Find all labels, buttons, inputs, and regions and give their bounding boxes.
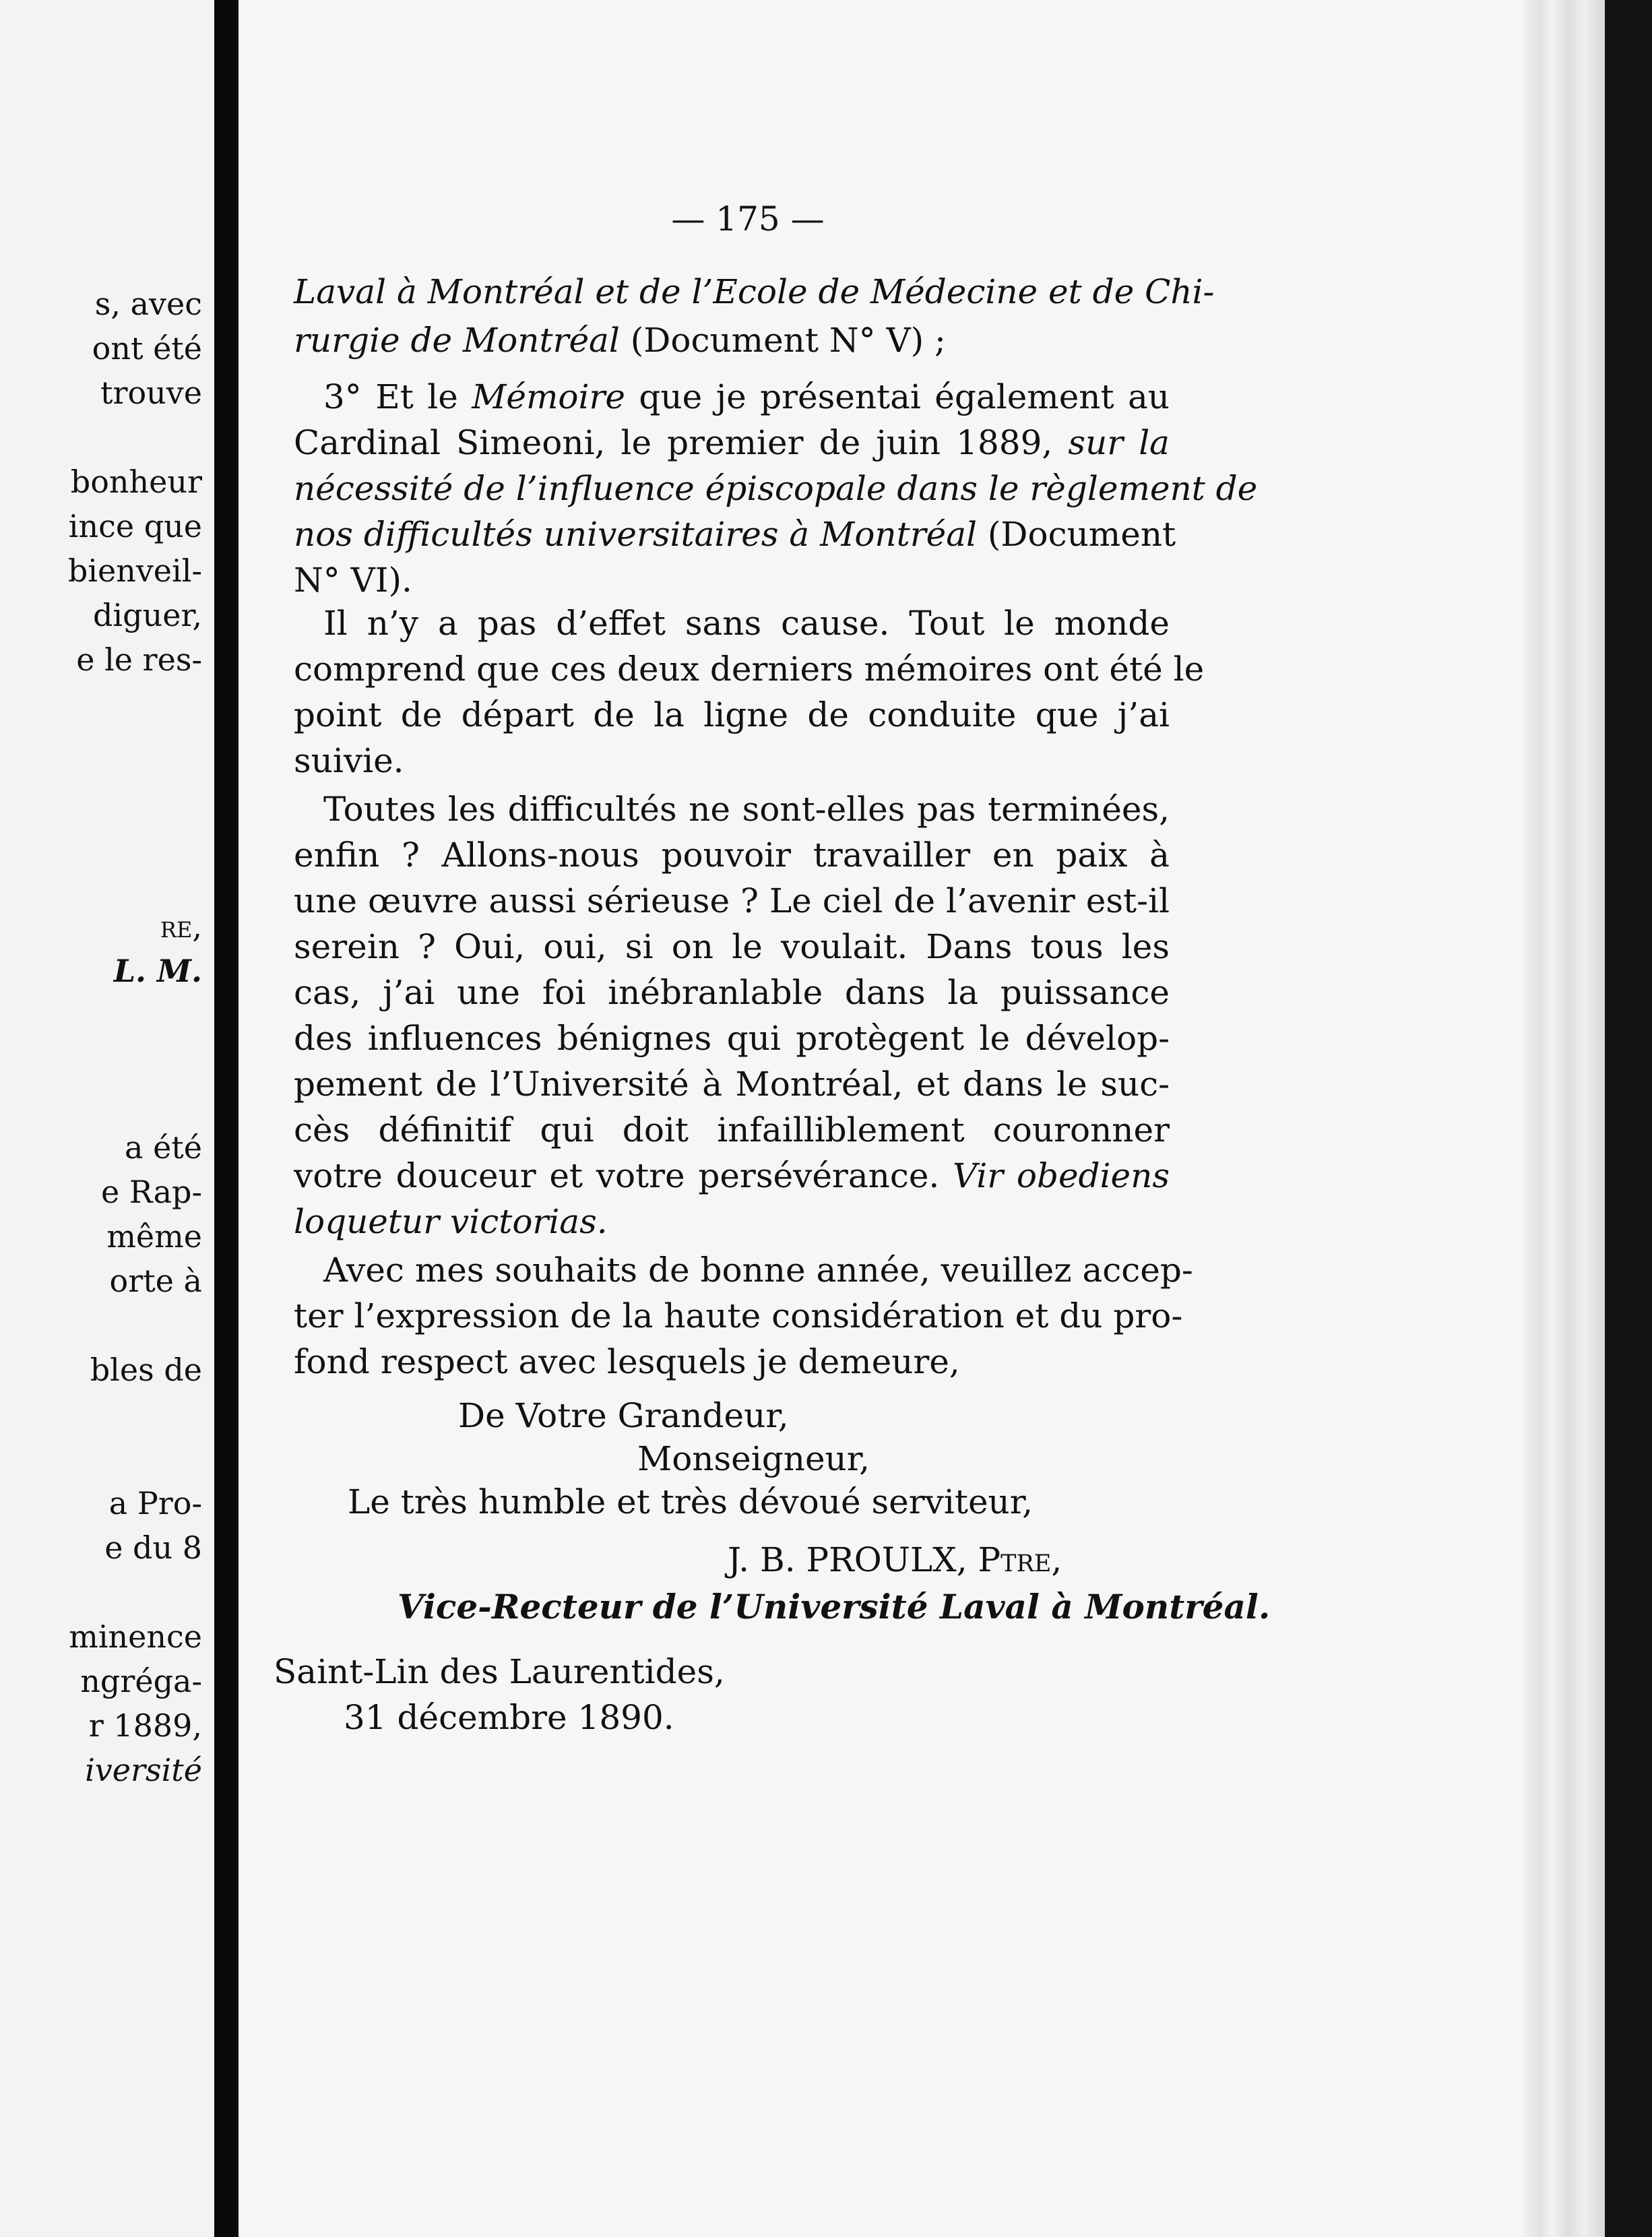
text-line: serein ? Oui, oui, si on le voulait. Dans tous les — [294, 927, 1170, 966]
left-page-line: e le res- — [76, 641, 202, 678]
left-page-line: ngréga- — [80, 1663, 202, 1699]
text-line: comprend que ces deux derniers mémoires ont été le — [294, 650, 1205, 689]
text-line — [294, 1202, 1170, 1241]
left-page-line: a Pro- — [108, 1485, 202, 1521]
text-line — [294, 515, 1176, 554]
italic-text: rurgie de Montréal — [294, 321, 620, 360]
left-page-line: ont été — [92, 330, 202, 367]
signature-role: Vice-Recteur de l’Université Laval à Montréal. — [398, 1587, 1271, 1627]
text-span: Cardinal Simeoni, le premier de juin 1889, — [294, 423, 1069, 462]
signature-line — [728, 1540, 1062, 1579]
outer-margin — [1605, 0, 1652, 2237]
text-line: Il n’y a pas d’effet sans cause. Tout le monde — [323, 604, 1170, 643]
text-line: des influences bénignes qui protègent le dévelop- — [294, 1019, 1170, 1058]
text-line — [294, 272, 1215, 311]
text-line — [323, 377, 1170, 416]
text-line — [294, 321, 1170, 360]
italic-text: sur la — [1068, 423, 1170, 462]
salutation-line: Monseigneur, — [637, 1439, 870, 1478]
italic-text: nos difficultés universitaires à Montréal — [294, 515, 978, 554]
left-page-line: r 1889, — [88, 1707, 202, 1744]
text-line: cès définitif qui doit infailliblement couronner — [294, 1110, 1170, 1149]
left-page-line: bienveil- — [67, 553, 202, 589]
text-line: une œuvre aussi sérieuse ? Le ciel de l’avenir est-il — [294, 881, 1170, 920]
left-page-line: s, avec — [94, 286, 202, 322]
salutation-line: Le très humble et très dévoué serviteur, — [348, 1482, 1034, 1521]
left-page-line: même — [106, 1218, 202, 1255]
page-edge — [1524, 0, 1605, 2237]
left-page-line: minence — [69, 1618, 202, 1655]
text-line — [294, 1156, 1170, 1195]
text-line: enfin ? Allons-nous pouvoir travailler en paix à — [294, 836, 1170, 875]
italic-text: Vir obediens — [953, 1156, 1170, 1195]
left-page-line: orte à — [109, 1263, 202, 1299]
signature-name: J. B. PROULX, — [728, 1540, 967, 1579]
text-line: suivie. — [294, 741, 404, 780]
salutation-line: De Votre Grandeur, — [458, 1396, 789, 1435]
left-page-line: re, — [160, 908, 202, 945]
left-page-line: e Rap- — [101, 1174, 202, 1210]
left-page-line: L. M. — [113, 953, 202, 989]
left-page-line: iversité — [85, 1752, 202, 1788]
text-line: point de départ de la ligne de conduite que j’ai — [294, 695, 1170, 734]
text-line: N° VI). — [294, 561, 412, 600]
book-gutter — [214, 0, 239, 2237]
text-span: que je présentai également au — [625, 377, 1170, 416]
text-span: (Document — [977, 515, 1176, 554]
italic-text: Mémoire — [472, 377, 625, 416]
left-page-line: e du 8 — [104, 1530, 202, 1566]
signature-title: Ptre, — [967, 1540, 1062, 1579]
italic-text: Laval à Montréal et de l’Ecole de Médecine et de Chi- — [294, 272, 1215, 311]
left-page-line: ince que — [68, 508, 202, 544]
left-page-line: a été — [125, 1129, 202, 1166]
text-line — [294, 469, 1258, 508]
text-line: fond respect avec lesquels je demeure, — [294, 1342, 960, 1381]
text-span: (Document N° V) ; — [619, 321, 946, 360]
left-page-line: bles de — [90, 1352, 202, 1388]
text-line: pement de l’Université à Montréal, et dans le suc- — [294, 1065, 1170, 1104]
left-page-line: diguer, — [92, 597, 202, 633]
text-span: 3° Et le — [323, 377, 472, 416]
text-line — [294, 423, 1170, 462]
place-line: Saint-Lin des Laurentides, — [274, 1652, 725, 1691]
italic-text: nécessité de l’influence épiscopale dans le règlement de — [294, 469, 1258, 508]
italic-text: loquetur victorias. — [294, 1202, 608, 1241]
text-line: cas, j’ai une foi inébranlable dans la puissance — [294, 973, 1170, 1012]
left-page-line: trouve — [100, 375, 202, 411]
date-line: 31 décembre 1890. — [344, 1698, 674, 1737]
page-number: — 175 — — [671, 199, 825, 239]
left-page-line: bonheur — [70, 464, 202, 500]
text-line: Toutes les difficultés ne sont-elles pas terminées, — [323, 790, 1170, 829]
text-line: Avec mes souhaits de bonne année, veuillez accep- — [323, 1251, 1193, 1290]
text-line: ter l’expression de la haute considération et du pro- — [294, 1296, 1183, 1335]
text-span: votre douceur et votre persévérance. — [294, 1156, 953, 1195]
left-page-fragment — [0, 0, 214, 2237]
